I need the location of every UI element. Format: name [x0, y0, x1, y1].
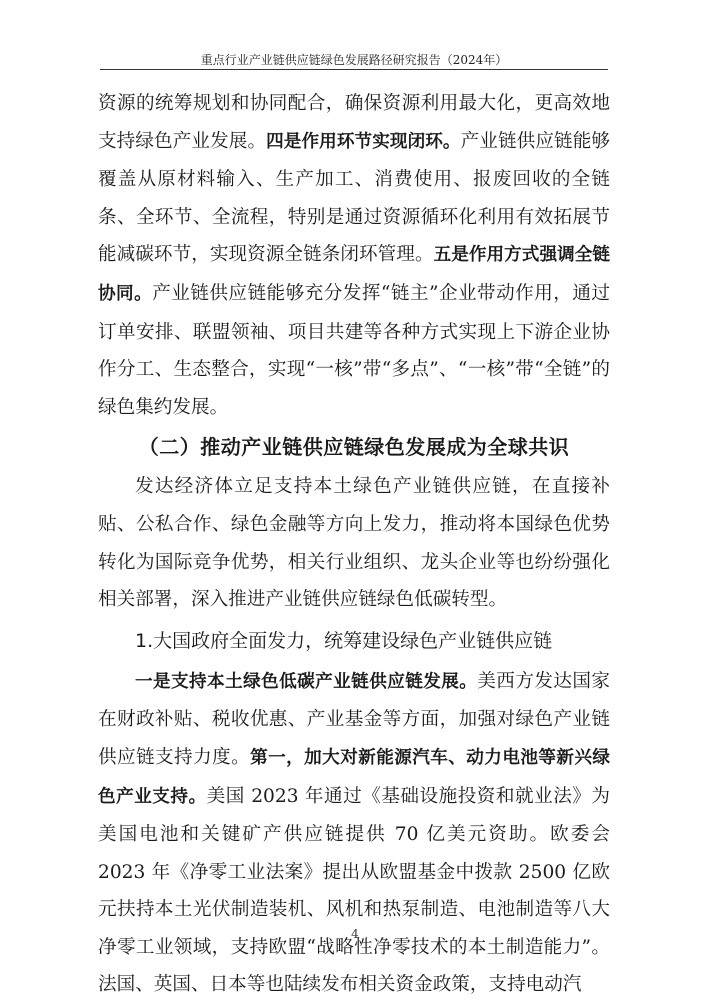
page-number: 4: [351, 927, 359, 941]
section-heading: （二）推动产业链供应链绿色发展成为全球共识: [138, 435, 570, 460]
paragraph-text: 产业链供应链能够覆盖从原材料输入、生产加工、消费使用、报废回收的全链条、全环节、全流程，特别是通过资源循环化利用有效拓展节能减碳环节，实现资源全链条闭环管理。: [98, 130, 610, 266]
bold-lead-one: 一是支持本土绿色低碳产业链供应链发展。: [135, 671, 478, 692]
paragraph-text: 美国 2023 年通过《基础设施投资和就业法》为美国电池和关键矿产供应链提供 70 亿美元资助。欧委会 2023 年《净零工业法案》提出从欧盟基金中拨款 2500 亿欧元扶持本土光伏制造装机、风机和热泵制造、电池制造等八大净零工业领域，支持欧盟“战略性净零技术的本土制造能力”。法国、英国、日本等也陆续发布相关资金政策，支持电动汽: [98, 785, 610, 996]
paragraph-intro: 发达经济体立足支持本土绿色产业链供应链，在直接补贴、公私合作、绿色金融等方向上发力，推动将本国绿色优势转化为国际竞争优势，相关行业组织、龙头企业等也纷纷强化相关部署，深入推进产业链供应链绿色低碳转型。: [98, 476, 610, 611]
bold-lead-first: 第一，加大对新能源汽车、动力电池等新兴绿色产业支持。: [98, 747, 610, 807]
paragraph-policy: [98, 663, 610, 1004]
bold-lead-four: 四是作用环节实现闭环。: [266, 131, 461, 152]
page-body: [98, 85, 610, 1004]
header-rule: [100, 69, 608, 70]
paragraph-continuation: [98, 85, 610, 426]
paragraph-text: 产业链供应链能够充分发挥“链主”企业带动作用，通过订单安排、联盟领袖、项目共建等各种方式实现上下游企业协作分工、生态整合，实现“一核”带“多点”、“一核”带“全链”的绿色集约发展。: [98, 282, 610, 418]
running-header: 重点行业产业链供应链绿色发展路径研究报告（2024年）: [200, 53, 508, 67]
paragraph-text: 美西方发达国家在财政补贴、税收优惠、产业基金等方面，加强对绿色产业链供应链支持力度。: [98, 670, 610, 768]
paragraph-text: 资源的统筹规划和协同配合，确保资源利用最大化，更高效地支持绿色产业发展。: [98, 93, 610, 152]
subsection-heading: 1.大国政府全面发力，统筹建设绿色产业链供应链: [135, 629, 553, 652]
bold-lead-five: 五是作用方式强调全链协同。: [98, 245, 610, 304]
